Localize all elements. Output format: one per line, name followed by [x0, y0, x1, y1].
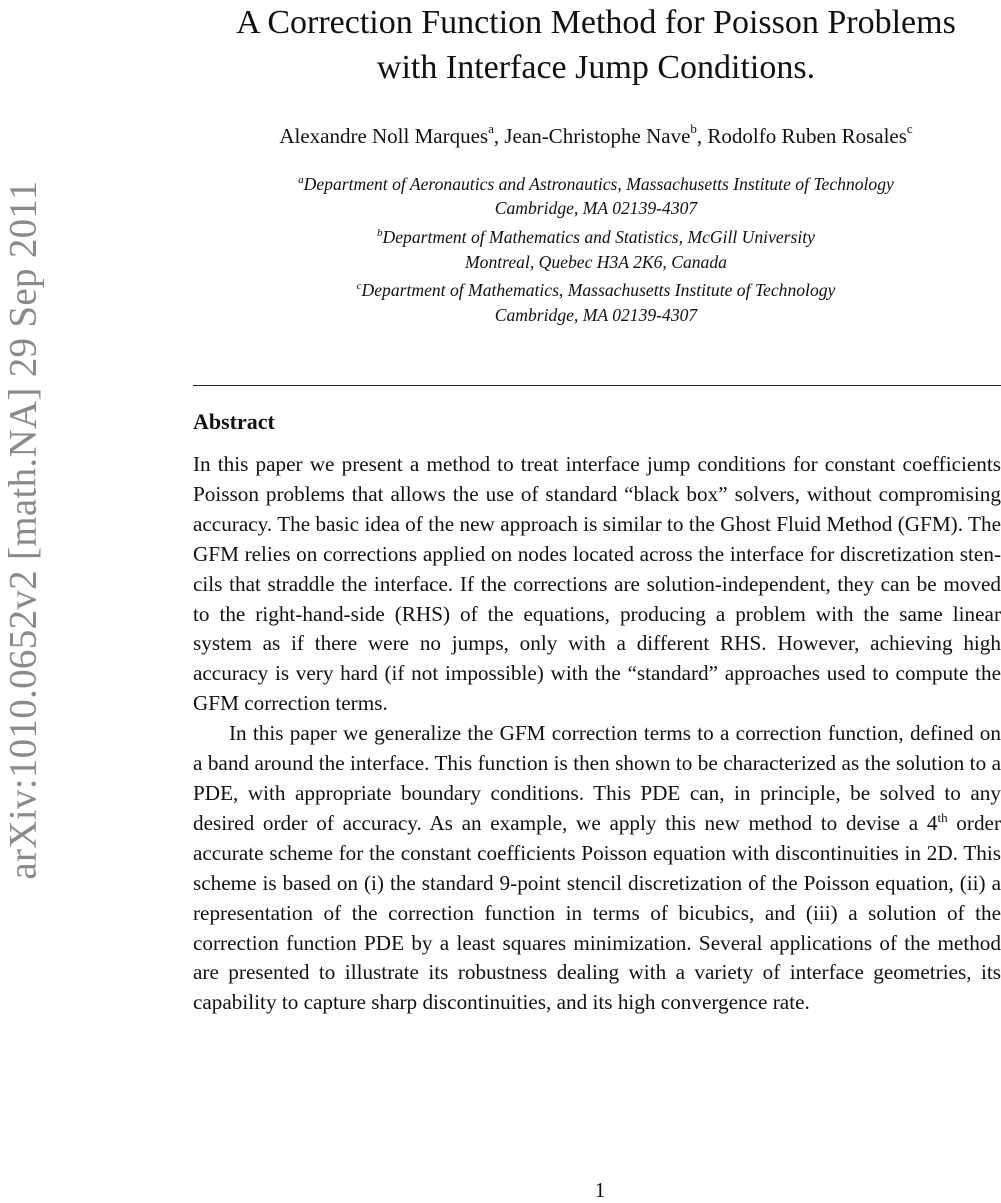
author-mark: b [690, 121, 697, 136]
page-number: 1 [594, 1178, 606, 1202]
arxiv-stamp-text: arXiv:1010.0652v2 [math.NA] 29 Sep 2011 [1, 180, 45, 880]
affiliation-mark: a [298, 174, 304, 186]
author-name: Rodolfo Ruben Rosales [707, 124, 907, 148]
author-mark: a [488, 121, 494, 136]
affiliation-a-line-2: Cambridge, MA 02139-4307 [494, 198, 698, 219]
abstract-divider [193, 385, 1001, 386]
abstract-paragraph-2: In this paper we generalize the GFM correction terms to a correction function, defined on a band around the interface. This function is then shown to be characterized as the solution to a PDE, with appropriate boundary conditions. This PDE can, in principle, be solved to any desired order of accuracy. As an example, we apply this new method to devise a 4th order accurate scheme for the constant coefficients Poisson equation with discontinuities in 2D. This scheme is based on (i) the standard 9-point stencil discretization of the Poisson equation, (ii) a representation of the correction function in terms of bicubics, and (iii) a solution of the correction function PDE by a least squares minimization. Several applications of the method are presented to illustrate its robustness dealing with a variety of interface geometries, its capability to capture sharp discontinuities, and its high convergence rate. [193, 721, 1001, 1015]
affiliation-a-line-1: $^a$Department of Aeronautics and Astronautics, Massachusetts Institute of Technology [298, 173, 894, 194]
author-separator: , [696, 124, 708, 148]
affiliation-c-line-2: Cambridge, MA 02139-4307 [494, 304, 698, 325]
title-line-1: A Correction Function Method for Poisson Problems [236, 4, 956, 41]
affiliation-b-line-2: Montreal, Quebec H3A 2K6, Canada [465, 251, 727, 272]
author-name: Alexandre Noll Marques [279, 124, 489, 148]
affiliation-c-line-1: $^c$Department of Mathematics, Massachusetts Institute of Technology [356, 279, 836, 300]
abstract-body [193, 450, 1001, 1018]
paper-title [190, 0, 1001, 90]
author-name: Jean-Christophe Nave [504, 124, 691, 148]
arxiv-stamp [0, 150, 46, 910]
author-mark: c [906, 121, 913, 136]
affiliation-mark: c [356, 280, 362, 293]
affiliation-b-line-1: $^b$Department of Mathematics and Statistics, McGill University [377, 226, 815, 247]
author-list [190, 116, 1001, 151]
ordinal-superscript: th [937, 809, 948, 825]
author-separator: , [493, 124, 505, 148]
affiliation-mark: b [377, 227, 383, 240]
abstract-heading: Abstract [193, 409, 275, 434]
affiliation-list [190, 168, 1001, 327]
title-line-2: with Interface Jump Conditions. [376, 49, 816, 86]
abstract-paragraph-1: In this paper we present a method to treat interface jump conditions for constant coefficients Poisson problems that allows the use of standard “black box” solvers, without compromising accuracy. The basic idea of the new approach is similar to the Ghost Fluid Method (GFM). The GFM relies on corrections applied on nodes located across the interface for discretization stencils that straddle the interface. If the corrections are solution-independent, they can be moved to the right-hand-side (RHS) of the equations, producing a problem with the same linear system as if there were no jumps, only with a different RHS. However, achieving high accuracy is very hard (if not impossible) with the “standard” approaches used to compute the GFM correction terms. [193, 452, 1001, 716]
